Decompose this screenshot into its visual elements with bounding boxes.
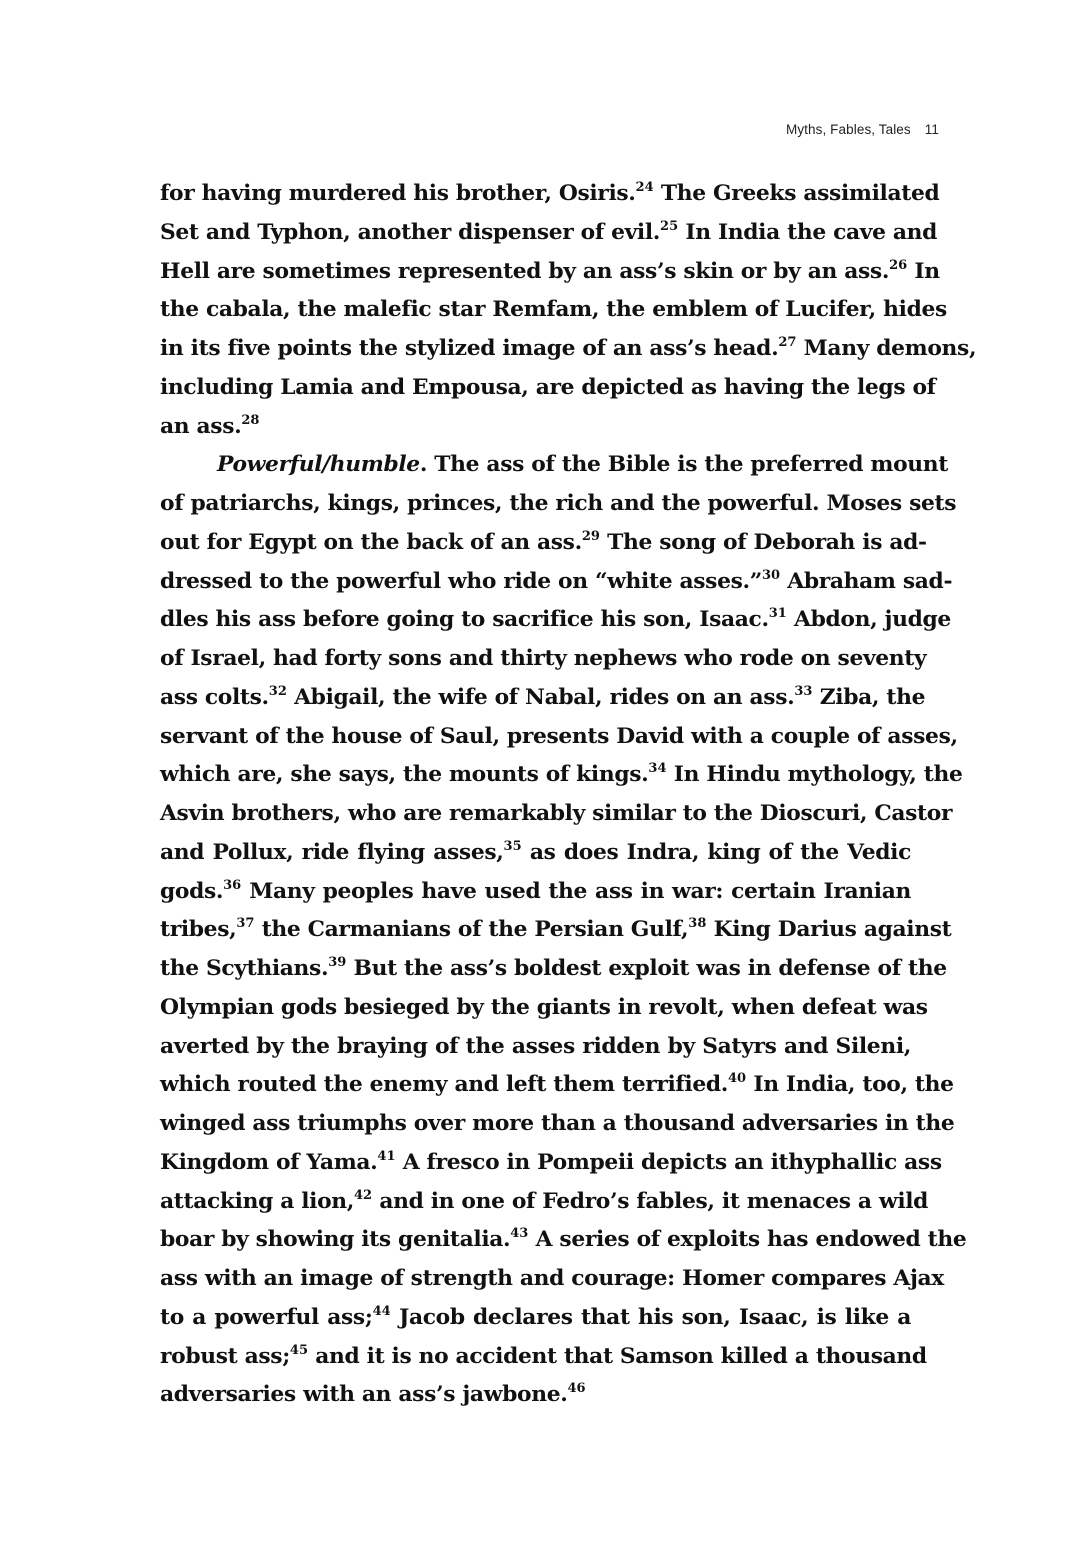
text-line (160, 1221, 967, 1260)
text-run: Jacob declares that his son, Isaac, is like a (390, 1304, 912, 1330)
text-line (160, 1376, 911, 1415)
footnote-marker: 34 (648, 761, 667, 777)
text-run: an ass. (160, 413, 242, 439)
page-number: 11 (924, 122, 939, 137)
footnote-marker: 44 (372, 1303, 391, 1319)
footnote-marker: 24 (635, 180, 654, 195)
text-run: Many peoples have used the ass in war: certain Iranian (241, 878, 911, 904)
text-line (160, 563, 953, 602)
text-line (160, 485, 957, 524)
text-run: and it is no accident that Samson killed a thousand (308, 1343, 927, 1369)
text-line (160, 1338, 927, 1377)
text-run: Olympian gods besieged by the giants in revolt, when defeat was (160, 994, 928, 1020)
footnote-marker: 31 (768, 606, 787, 622)
text-run: In (907, 258, 940, 284)
text-line (160, 718, 958, 757)
footnote-marker: 36 (223, 877, 242, 893)
text-run: But the ass’s boldest exploit was in defense of the (346, 956, 947, 981)
text-line (160, 950, 947, 989)
italic-run-in-heading: Powerful/humble (217, 452, 420, 478)
text-line (160, 524, 927, 563)
text-line (160, 1105, 955, 1144)
text-line (160, 1144, 942, 1183)
text-run: ass colts. (160, 684, 269, 710)
footnote-marker: 43 (510, 1226, 529, 1242)
text-run: boar by showing its genitalia. (160, 1227, 511, 1253)
footnote-marker: 35 (503, 838, 522, 854)
footnote-marker: 25 (660, 218, 679, 234)
text-run: which routed the enemy and left them terrified. (160, 1072, 729, 1098)
text-run: dles his ass before going to sacrifice his son, Isaac. (160, 607, 769, 633)
text-run: dressed to the powerful who ride on “white asses.” (160, 568, 762, 594)
footnote-marker: 33 (794, 683, 813, 699)
text-line (160, 175, 940, 214)
text-run: ass with an image of strength and courage: Homer compares Ajax (160, 1266, 944, 1291)
text-line (160, 408, 911, 447)
text-line (160, 679, 926, 718)
text-line (160, 834, 911, 873)
text-run: in its five points the stylized image of an ass’s head. (160, 336, 779, 361)
text-run: out for Egypt on the back of an ass. (160, 529, 582, 555)
text-run: . The ass of the Bible is the preferred mount (419, 452, 948, 478)
text-run: and Pollux, ride flying asses, (160, 839, 504, 865)
footnote-marker: 28 (241, 412, 260, 428)
text-run: robust ass; (160, 1343, 290, 1369)
text-line (160, 1066, 954, 1105)
body-text (160, 175, 977, 1415)
running-head-title: Myths, Fables, Tales (785, 122, 911, 137)
text-run: including Lamia and Empousa, are depicted as having the legs of (160, 374, 936, 400)
text-run: for having murdered his brother, Osiris. (160, 181, 636, 206)
text-line (160, 1260, 944, 1299)
running-head (786, 122, 939, 137)
text-run: adversaries with an ass’s jawbone. (160, 1382, 568, 1408)
text-run: Abigail, the wife of Nabal, rides on an ass. (286, 684, 795, 710)
text-line (160, 989, 928, 1028)
text-run: In Hindu mythology, the (666, 762, 963, 788)
text-line (160, 756, 963, 795)
paragraph (160, 446, 967, 1415)
text-run: Hell are sometimes represented by an ass’s skin or by an ass. (160, 258, 890, 284)
text-line (160, 369, 936, 408)
text-run: of Israel, had forty sons and thirty nephews who rode on seventy (160, 646, 927, 671)
text-run: which are, she says, the mounts of kings. (160, 762, 649, 788)
text-run: Abdon, judge (786, 607, 951, 633)
footnote-marker: 38 (688, 916, 707, 932)
text-run: gods. (160, 878, 224, 904)
paragraph (160, 175, 977, 446)
footnote-marker: 29 (581, 528, 600, 544)
text-run: as does Indra, king of the Vedic (521, 839, 912, 865)
text-run: A series of exploits has endowed the (528, 1227, 967, 1253)
text-run: Many demons, (796, 336, 977, 361)
text-run: Asvin brothers, who are remarkably similar to the Dioscuri, Castor (160, 801, 953, 826)
text-run: The Greeks assimilated (653, 181, 940, 206)
text-line (160, 601, 951, 640)
text-run: the Scythians. (160, 956, 329, 981)
text-line (160, 291, 947, 330)
text-run: Abraham sad- (780, 568, 953, 594)
text-run: attacking a lion, (160, 1188, 355, 1214)
text-line (160, 1183, 929, 1222)
text-run: Set and Typhon, another dispenser of evil. (160, 219, 661, 245)
text-run: In India, too, the (746, 1072, 954, 1098)
footnote-marker: 32 (268, 683, 287, 699)
text-run: winged ass triumphs over more than a thousand adversaries in the (160, 1111, 955, 1136)
text-run: the Carmanians of the Persian Gulf, (254, 917, 689, 943)
text-line (160, 214, 938, 253)
text-line (160, 253, 940, 292)
text-line (160, 1299, 911, 1338)
text-run: the cabala, the malefic star Remfam, the emblem of Lucifer, hides (160, 297, 947, 323)
text-run: A fresco in Pompeii depicts an ithyphallic ass (395, 1149, 942, 1175)
footnote-marker: 37 (236, 916, 255, 932)
text-run: and in one of Fedro’s fables, it menaces a wild (372, 1188, 929, 1214)
text-run: Kingdom of Yama. (160, 1149, 378, 1175)
text-line (160, 911, 952, 950)
text-run: Ziba, the (812, 684, 926, 710)
text-run: King Darius against (706, 917, 952, 943)
text-run: servant of the house of Saul, presents David with a couple of asses, (160, 723, 958, 749)
text-run: In India the cave and (678, 219, 938, 245)
text-run: of patriarchs, kings, princes, the rich and the powerful. Moses sets (160, 491, 957, 516)
footnote-marker: 41 (377, 1148, 396, 1164)
text-line (160, 873, 911, 912)
footnote-marker: 42 (354, 1187, 373, 1203)
text-line (160, 640, 927, 679)
text-run: The song of Deborah is ad- (599, 529, 927, 555)
text-run: to a powerful ass; (160, 1304, 373, 1330)
text-line (160, 446, 948, 485)
footnote-marker: 27 (778, 335, 797, 350)
footnote-marker: 30 (761, 567, 781, 583)
text-run: averted by the braying of the asses ridden by Satyrs and Sileni, (160, 1033, 911, 1059)
text-line (160, 330, 977, 369)
footnote-marker: 39 (328, 955, 347, 970)
footnote-marker: 26 (889, 257, 908, 273)
footnote-marker: 45 (289, 1342, 308, 1358)
text-line (160, 1028, 911, 1067)
text-run: tribes, (160, 917, 237, 943)
footnote-marker: 40 (728, 1071, 747, 1087)
text-line (160, 795, 953, 834)
footnote-marker: 46 (567, 1381, 586, 1397)
